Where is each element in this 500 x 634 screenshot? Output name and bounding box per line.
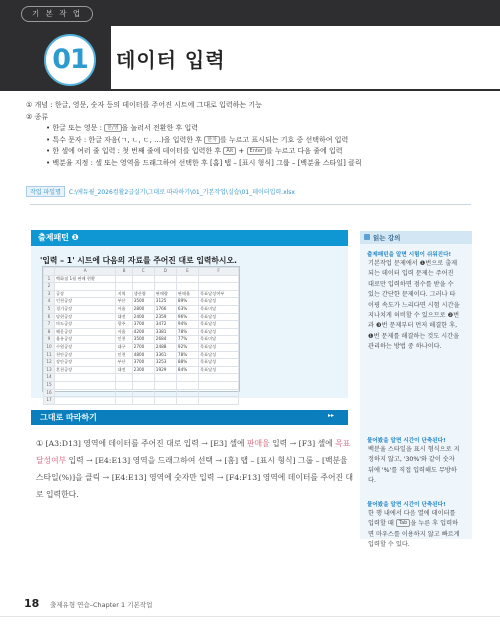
bullet-text: • 한글 또는 영문 : [46,124,105,133]
alt-key: Alt [223,147,236,155]
sheet-cell [154,389,176,397]
sheet-cell [154,283,176,291]
row-number: 7 [44,321,55,329]
sheet-cell [116,275,132,283]
table-row [44,366,239,374]
sheet-cell: 목표미달 [199,305,239,313]
sheet-cell: 인천공장 [55,298,116,306]
exercise-label: 출제패턴 ❶ [38,233,79,242]
sheet-cell: 마도공장 [55,321,116,329]
table-row [44,359,239,367]
spreadsheet-image [42,266,240,403]
row-number: 13 [44,366,55,374]
sheet-cell [55,381,116,389]
sheet-cell [176,397,198,405]
row-number: 14 [44,374,55,382]
table-row [44,275,239,283]
sheet-cell: 백화점 1월 판매 현황 [55,275,116,283]
tip-body: 기본작업 문제에서 ❶번으로 출제되는 데이터 입력 문제는 주어진 대로만 입력하면 점수를 받을 수 있는 간단한 문제이다. 그러나 타이핑 속도가 느리다면 시험 시간을 지나치게 허비할 수 있으므로 ❷번과 ❸번 문제부터 먼저 해결한 후, ❶번 문제를 해결하는 것도 시간을 관리하는 방법 중 하나이다. [368,260,460,351]
sheet-cell: 1766 [154,305,176,313]
sheet-cell [154,381,176,389]
step-text: 입력 → [E4:E13] 영역을 드래그하여 선택 → [홈] 탭 – [표시 형식] 그룹 – [백분율 스타일(%)]을 클릭 → [E4:E13] 영역에 숫자만 입력 → [F4:F13] 영역에 데이터를 주어진 대로 입력한다. [36,456,354,499]
sheet-cell: 당현공장 [55,313,116,321]
sheet-cell: 서울 [116,305,132,313]
sheet-cell: 판매율 [176,290,198,298]
sheet-cell: 목표달성 [199,366,239,374]
sheet-cell: 인천 [116,351,132,359]
sheet-cell: 목표달성 [199,321,239,329]
sheet-column-header [44,268,239,276]
file-path-line [26,186,295,197]
row-number: 3 [44,290,55,298]
sheet-cell [132,283,154,291]
sheet-cell: 지역 [116,290,132,298]
table-row [44,397,239,405]
column-letter: D [154,268,176,276]
sidebar-title: 읽는 강의 [373,234,401,242]
sheet-cell: 2400 [132,313,154,321]
sheet-cell: 대전 [116,366,132,374]
row-number: 9 [44,336,55,344]
sheet-cell: 84% [176,366,198,374]
table-row [44,283,239,291]
row-number: 12 [44,359,55,367]
sheet-cell: 목표달성 [199,298,239,306]
sheet-cell [199,275,239,283]
page-number: 18 [24,597,40,610]
sheet-cell: 89% [176,298,198,306]
bullet-item [26,146,481,158]
sheet-cell [132,397,154,405]
row-number: 8 [44,328,55,336]
sheet-cell [55,397,116,405]
sheet-cell [154,397,176,405]
sheet-cell: 3125 [154,298,176,306]
table-row [44,343,239,351]
sheet-cell: 78% [176,351,198,359]
table-row [44,298,239,306]
sheet-cell: 3700 [132,321,154,329]
concept-notes [26,100,481,170]
sheet-cell: 94% [176,321,198,329]
sheet-cell: 판매량 [154,290,176,298]
exercise-header [31,230,348,246]
sheet-cell: 목표달성 [199,328,239,336]
sheet-cell [55,389,116,397]
table-row [44,374,239,382]
sheet-cell [176,381,198,389]
tip-title: 물어봤을 알면 시간이 단축된다! [367,438,446,444]
concept-item: ① 개념 : 한글, 영문, 숫자 등의 데이터를 주어진 시트에 그대로 입력하는 기능 [26,101,262,109]
sheet-cell: 인천 [116,336,132,344]
sheet-cell: 목표달성 [199,359,239,367]
column-letter: B [116,268,132,276]
sheet-cell: 78% [176,328,198,336]
bullet-text: • 특수 문자 : 한글 자음(ㄱ, ㄴ, ㄷ, …)을 입력한 후 [46,135,205,144]
sheet-cell: 대전 [116,313,132,321]
row-number: 15 [44,381,55,389]
sheet-cell: 목표달성여부 [199,290,239,298]
row-number: 5 [44,305,55,313]
column-letter: C [132,268,154,276]
sheet-cell: 부산 [116,359,132,367]
bullet-text: 을 눌러서 전환한 후 입력 [121,124,199,133]
sheet-cell: 2700 [132,343,154,351]
table-row [44,328,239,336]
sheet-cell [116,374,132,382]
chapter-number: 01 [44,34,96,86]
sheet-cell [176,275,198,283]
sheet-cell: 4800 [132,351,154,359]
sheet-cell: 4200 [132,328,154,336]
tip-title: 물어봤을 알면 시간이 단축된다! [367,502,446,508]
column-letter: A [55,268,116,276]
sheet-cell [55,283,116,291]
step-text: 입력 → [F3] 셀에 [269,439,336,448]
sheet-cell: 2800 [132,305,154,313]
tip-title: 출제패턴을 알면 시험이 쉬워진다! [367,252,452,258]
book-icon [364,234,370,240]
row-number: 17 [44,397,55,405]
sheet-cell: 63% [176,305,198,313]
sheet-cell [154,374,176,382]
sheet-cell: 3253 [154,359,176,367]
header-divider [0,89,500,91]
sheet-cell: 광주 [116,321,132,329]
sheet-cell: 96% [176,313,198,321]
column-letter: F [199,268,239,276]
sheet-cell [132,374,154,382]
table-row [44,313,239,321]
sheet-cell: 77% [176,336,198,344]
exercise-instruction: '입력 – 1' 시트에 다음의 자료를 주어진 대로 입력하시오. [40,256,237,265]
bullet-item [26,123,481,135]
footer-divider [0,616,500,617]
spreadsheet-grid [43,267,239,405]
sheet-cell [116,389,132,397]
column-letter: E [176,268,198,276]
sheet-cell: 공장 [55,290,116,298]
sheet-cell: 3361 [154,351,176,359]
sheet-cell: 목표달성 [199,313,239,321]
sheet-cell: 2684 [154,336,176,344]
sheet-cell: 천안공장 [55,351,116,359]
sheet-cell: 수원공장 [55,343,116,351]
highlight-text: 판매율 [247,439,270,448]
page-title: 데이터 입력 [116,48,226,72]
sheet-cell: 2300 [132,366,154,374]
bullet-text: • 한 셀에 여러 줄 입력 : 첫 번째 줄에 데이터를 입력한 후 [46,147,224,156]
hanja-key: 한자 [204,136,220,144]
sheet-cell: 장안공장 [55,359,116,367]
sheet-cell [199,374,239,382]
highlight-text: 목표 달성여부 [36,439,351,465]
sheet-cell [132,381,154,389]
enter-key: Enter [247,147,266,155]
table-row [44,381,239,389]
bullet-item [26,135,481,147]
tab-key: Tab [396,519,410,527]
sheet-cell: 울릉공장 [55,336,116,344]
section-divider [30,204,471,205]
row-number: 16 [44,389,55,397]
sheet-cell [116,381,132,389]
sheet-cell [199,283,239,291]
row-number: 1 [44,275,55,283]
row-number: 4 [44,298,55,306]
table-row [44,336,239,344]
sheet-cell: 1929 [154,366,176,374]
sheet-cell: 해운공장 [55,328,116,336]
sheet-cell: 서울 [116,328,132,336]
follow-along-bar [31,410,348,425]
sheet-cell: 92% [176,343,198,351]
double-arrow-icon: ▸▸ [327,412,334,419]
tip-text: 한 행 내에서 다음 열에 데이터를 입력할 때 [368,510,456,528]
sheet-cell: 2359 [154,313,176,321]
sheet-cell [199,397,239,405]
tip-body: 백분율 스타일을 표시 형식으로 지정하지 않고, '30%'와 같이 숫자 뒤에 '%'를 직접 입력해도 무방하다. [368,446,460,485]
sheet-cell: 3500 [132,298,154,306]
sheet-cell [176,389,198,397]
table-row [44,305,239,313]
sheet-cell [116,283,132,291]
sheet-cell: 대구 [116,343,132,351]
sheet-cell: 목표달성 [199,343,239,351]
row-number: 11 [44,351,55,359]
hangul-key: 한/영 [104,124,121,132]
sheet-cell [132,275,154,283]
table-row [44,321,239,329]
footer-text: 출제유형 연습–Chapter 1 기본작업 [50,601,153,609]
sidebar-header [360,231,472,244]
sheet-cell [199,381,239,389]
tip-body [368,509,460,551]
table-row [44,351,239,359]
file-tag: 작업 파일명 [26,186,65,197]
sheet-cell [176,283,198,291]
sheet-cell: 혼천공장 [55,366,116,374]
section-label: 기 본 작 업 [21,6,93,22]
sheet-cell: 3381 [154,328,176,336]
sheet-cell: 2488 [154,343,176,351]
sheet-cell: 생산량 [132,290,154,298]
instruction-steps [36,435,356,503]
plus-sign: + [236,147,247,156]
sheet-cell: 경기공장 [55,305,116,313]
sheet-cell: 3472 [154,321,176,329]
step-text: ① [A3:D13] 영역에 데이터를 주어진 대로 입력 → [E3] 셀에 [36,439,248,448]
bullet-text: 를 누르고 다음 줄에 입력 [265,147,343,156]
sheet-cell [199,389,239,397]
sheet-cell: 3700 [132,359,154,367]
sheet-cell: 88% [176,359,198,367]
table-row [44,389,239,397]
sheet-cell: 부산 [116,298,132,306]
sheet-cell [55,374,116,382]
row-number: 10 [44,343,55,351]
sheet-cell [132,389,154,397]
column-letter [44,268,55,276]
row-number: 6 [44,313,55,321]
tip-text: 을 누른 후 입력하면 마우스를 이용하지 않고 빠르게 입력할 수 있다. [368,520,460,549]
sheet-cell: 목표미달 [199,336,239,344]
table-row [44,290,239,298]
sheet-cell: 3500 [132,336,154,344]
file-path: C:\에듀윌_2026컴활2급실기\그대로 따라하기\01_기본작업\실습\01_데이터입력.xlsx [68,189,295,196]
bullet-item: • 백분율 지정 : 셀 또는 영역을 드래그하여 선택한 후 [홈] 탭 – [표시 형식] 그룹 – [백분율 스타일] 클릭 [46,158,362,167]
types-heading: ② 종류 [26,112,49,121]
sheet-cell [176,374,198,382]
sheet-cell [154,275,176,283]
sheet-cell [116,397,132,405]
row-number: 2 [44,283,55,291]
follow-along-title: 그대로 따라하기 [40,413,97,422]
sheet-cell: 목표달성 [199,351,239,359]
bullet-text: 를 누르고 표시되는 기호 중 선택하여 입력 [219,135,349,144]
